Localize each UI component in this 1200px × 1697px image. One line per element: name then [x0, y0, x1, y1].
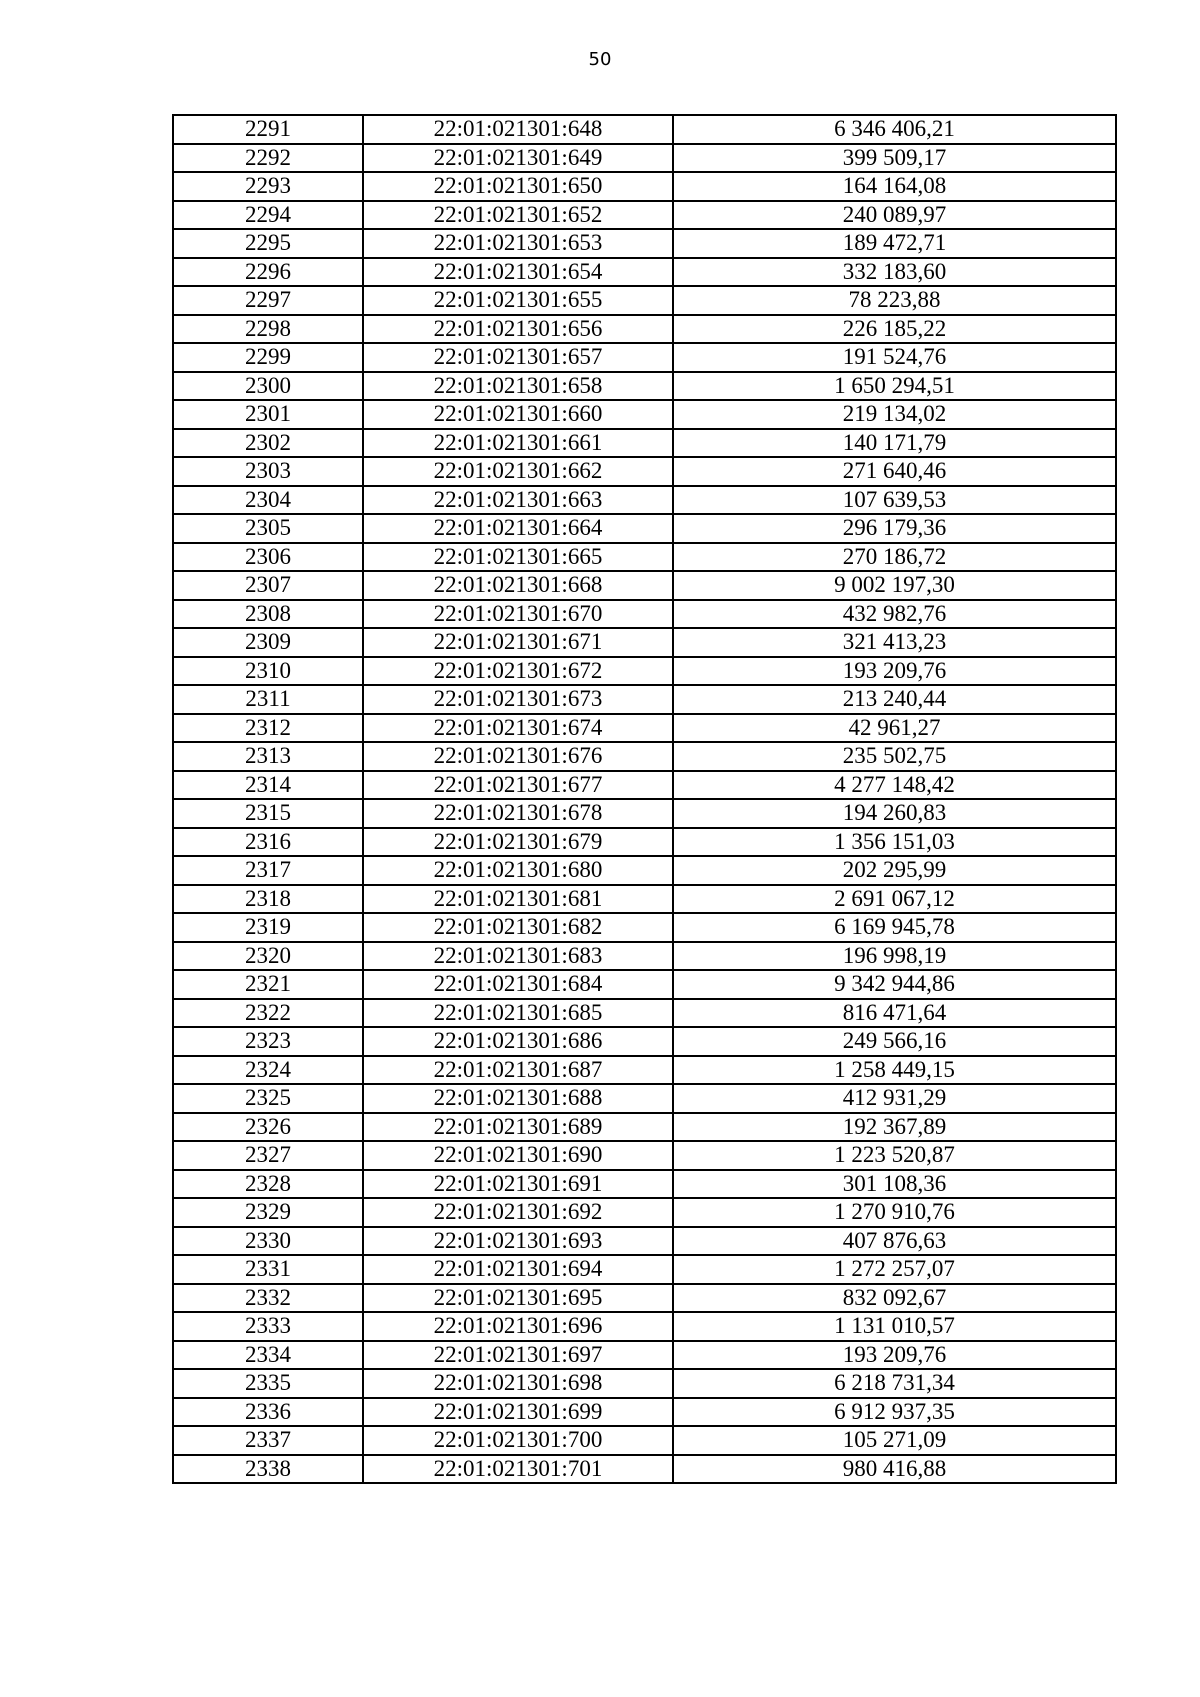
cadastral-number-cell: 22:01:021301:688 — [363, 1084, 673, 1113]
row-number-cell: 2324 — [173, 1056, 363, 1085]
row-number-cell: 2319 — [173, 913, 363, 942]
table-row — [173, 400, 1116, 429]
cadastral-value-cell: 332 183,60 — [673, 258, 1116, 287]
row-number-cell: 2334 — [173, 1341, 363, 1370]
table-body — [173, 115, 1116, 1483]
cadastral-number-cell: 22:01:021301:673 — [363, 685, 673, 714]
cadastral-number-cell: 22:01:021301:682 — [363, 913, 673, 942]
row-number-cell: 2329 — [173, 1198, 363, 1227]
table-row — [173, 1284, 1116, 1313]
row-number-cell: 2311 — [173, 685, 363, 714]
row-number-cell: 2312 — [173, 714, 363, 743]
row-number-cell: 2323 — [173, 1027, 363, 1056]
table-row — [173, 486, 1116, 515]
cadastral-value-cell: 140 171,79 — [673, 429, 1116, 458]
cadastral-value-cell: 412 931,29 — [673, 1084, 1116, 1113]
page-number: 50 — [588, 49, 612, 70]
cadastral-value-cell: 192 367,89 — [673, 1113, 1116, 1142]
cadastral-value-cell: 249 566,16 — [673, 1027, 1116, 1056]
table-row — [173, 970, 1116, 999]
row-number-cell: 2336 — [173, 1398, 363, 1427]
cadastral-number-cell: 22:01:021301:683 — [363, 942, 673, 971]
table-row — [173, 372, 1116, 401]
table-row — [173, 742, 1116, 771]
cadastral-value-cell: 399 509,17 — [673, 144, 1116, 173]
cadastral-number-cell: 22:01:021301:668 — [363, 571, 673, 600]
row-number-cell: 2338 — [173, 1455, 363, 1484]
cadastral-value-cell: 407 876,63 — [673, 1227, 1116, 1256]
table-row — [173, 201, 1116, 230]
cadastral-number-cell: 22:01:021301:697 — [363, 1341, 673, 1370]
cadastral-value-cell: 78 223,88 — [673, 286, 1116, 315]
cadastral-number-cell: 22:01:021301:671 — [363, 628, 673, 657]
table-row — [173, 1141, 1116, 1170]
table-row — [173, 1455, 1116, 1484]
cadastral-value-cell: 1 270 910,76 — [673, 1198, 1116, 1227]
cadastral-value-cell: 1 258 449,15 — [673, 1056, 1116, 1085]
cadastral-value-cell: 4 277 148,42 — [673, 771, 1116, 800]
cadastral-number-cell: 22:01:021301:698 — [363, 1369, 673, 1398]
cadastral-value-cell: 1 223 520,87 — [673, 1141, 1116, 1170]
table-row — [173, 1170, 1116, 1199]
table-row — [173, 543, 1116, 572]
table-row — [173, 315, 1116, 344]
row-number-cell: 2332 — [173, 1284, 363, 1313]
row-number-cell: 2296 — [173, 258, 363, 287]
cadastral-value-cell: 271 640,46 — [673, 457, 1116, 486]
table-row — [173, 771, 1116, 800]
cadastral-number-cell: 22:01:021301:661 — [363, 429, 673, 458]
table-row — [173, 1398, 1116, 1427]
row-number-cell: 2298 — [173, 315, 363, 344]
table-row — [173, 913, 1116, 942]
cadastral-number-cell: 22:01:021301:676 — [363, 742, 673, 771]
cadastral-value-cell: 226 185,22 — [673, 315, 1116, 344]
table-row — [173, 1084, 1116, 1113]
cadastral-number-cell: 22:01:021301:693 — [363, 1227, 673, 1256]
cadastral-value-cell: 219 134,02 — [673, 400, 1116, 429]
cadastral-number-cell: 22:01:021301:648 — [363, 115, 673, 144]
cadastral-value-cell: 1 356 151,03 — [673, 828, 1116, 857]
cadastral-value-cell: 816 471,64 — [673, 999, 1116, 1028]
cadastral-number-cell: 22:01:021301:665 — [363, 543, 673, 572]
table-row — [173, 229, 1116, 258]
table-row — [173, 429, 1116, 458]
cadastral-value-cell: 193 209,76 — [673, 657, 1116, 686]
cadastral-value-cell: 2 691 067,12 — [673, 885, 1116, 914]
cadastral-value-cell: 164 164,08 — [673, 172, 1116, 201]
row-number-cell: 2314 — [173, 771, 363, 800]
cadastral-number-cell: 22:01:021301:687 — [363, 1056, 673, 1085]
cadastral-value-cell: 42 961,27 — [673, 714, 1116, 743]
row-number-cell: 2322 — [173, 999, 363, 1028]
cadastral-number-cell: 22:01:021301:654 — [363, 258, 673, 287]
row-number-cell: 2299 — [173, 343, 363, 372]
cadastral-value-cell: 321 413,23 — [673, 628, 1116, 657]
cadastral-number-cell: 22:01:021301:689 — [363, 1113, 673, 1142]
cadastral-value-cell: 235 502,75 — [673, 742, 1116, 771]
cadastral-number-cell: 22:01:021301:674 — [363, 714, 673, 743]
cadastral-number-cell: 22:01:021301:650 — [363, 172, 673, 201]
row-number-cell: 2326 — [173, 1113, 363, 1142]
table-row — [173, 172, 1116, 201]
cadastral-value-cell: 432 982,76 — [673, 600, 1116, 629]
cadastral-number-cell: 22:01:021301:696 — [363, 1312, 673, 1341]
row-number-cell: 2304 — [173, 486, 363, 515]
cadastral-number-cell: 22:01:021301:695 — [363, 1284, 673, 1313]
row-number-cell: 2316 — [173, 828, 363, 857]
cadastral-value-cell: 240 089,97 — [673, 201, 1116, 230]
cadastral-number-cell: 22:01:021301:652 — [363, 201, 673, 230]
table-row — [173, 1227, 1116, 1256]
row-number-cell: 2307 — [173, 571, 363, 600]
table-row — [173, 1027, 1116, 1056]
cadastral-number-cell: 22:01:021301:685 — [363, 999, 673, 1028]
cadastral-value-cell: 9 002 197,30 — [673, 571, 1116, 600]
row-number-cell: 2297 — [173, 286, 363, 315]
table-row — [173, 457, 1116, 486]
row-number-cell: 2320 — [173, 942, 363, 971]
row-number-cell: 2337 — [173, 1426, 363, 1455]
table-row — [173, 1426, 1116, 1455]
cadastral-value-cell: 832 092,67 — [673, 1284, 1116, 1313]
table-row — [173, 343, 1116, 372]
row-number-cell: 2310 — [173, 657, 363, 686]
table-row — [173, 1312, 1116, 1341]
table-row — [173, 1056, 1116, 1085]
row-number-cell: 2306 — [173, 543, 363, 572]
table-row — [173, 1113, 1116, 1142]
table-row — [173, 600, 1116, 629]
row-number-cell: 2330 — [173, 1227, 363, 1256]
cadastral-number-cell: 22:01:021301:662 — [363, 457, 673, 486]
cadastral-number-cell: 22:01:021301:690 — [363, 1141, 673, 1170]
row-number-cell: 2309 — [173, 628, 363, 657]
cadastral-number-cell: 22:01:021301:679 — [363, 828, 673, 857]
row-number-cell: 2293 — [173, 172, 363, 201]
cadastral-number-cell: 22:01:021301:670 — [363, 600, 673, 629]
cadastral-value-cell: 9 342 944,86 — [673, 970, 1116, 999]
row-number-cell: 2300 — [173, 372, 363, 401]
cadastral-number-cell: 22:01:021301:699 — [363, 1398, 673, 1427]
cadastral-value-cell: 6 346 406,21 — [673, 115, 1116, 144]
row-number-cell: 2308 — [173, 600, 363, 629]
cadastral-number-cell: 22:01:021301:656 — [363, 315, 673, 344]
row-number-cell: 2331 — [173, 1255, 363, 1284]
cadastral-number-cell: 22:01:021301:678 — [363, 799, 673, 828]
row-number-cell: 2302 — [173, 429, 363, 458]
cadastral-value-cell: 6 169 945,78 — [673, 913, 1116, 942]
cadastral-number-cell: 22:01:021301:701 — [363, 1455, 673, 1484]
table-row — [173, 115, 1116, 144]
table-row — [173, 1198, 1116, 1227]
cadastral-number-cell: 22:01:021301:657 — [363, 343, 673, 372]
cadastral-value-cell: 1 131 010,57 — [673, 1312, 1116, 1341]
cadastral-value-cell: 296 179,36 — [673, 514, 1116, 543]
row-number-cell: 2333 — [173, 1312, 363, 1341]
cadastral-number-cell: 22:01:021301:653 — [363, 229, 673, 258]
row-number-cell: 2321 — [173, 970, 363, 999]
row-number-cell: 2303 — [173, 457, 363, 486]
table-row — [173, 799, 1116, 828]
table-row — [173, 144, 1116, 173]
row-number-cell: 2292 — [173, 144, 363, 173]
cadastral-value-table — [172, 114, 1117, 1484]
cadastral-number-cell: 22:01:021301:692 — [363, 1198, 673, 1227]
cadastral-value-cell: 6 912 937,35 — [673, 1398, 1116, 1427]
row-number-cell: 2317 — [173, 856, 363, 885]
table-row — [173, 514, 1116, 543]
cadastral-value-cell: 107 639,53 — [673, 486, 1116, 515]
table-row — [173, 657, 1116, 686]
cadastral-number-cell: 22:01:021301:660 — [363, 400, 673, 429]
table-row — [173, 571, 1116, 600]
table-row — [173, 714, 1116, 743]
row-number-cell: 2327 — [173, 1141, 363, 1170]
cadastral-number-cell: 22:01:021301:700 — [363, 1426, 673, 1455]
row-number-cell: 2313 — [173, 742, 363, 771]
cadastral-value-cell: 191 524,76 — [673, 343, 1116, 372]
cadastral-number-cell: 22:01:021301:691 — [363, 1170, 673, 1199]
cadastral-value-cell: 1 272 257,07 — [673, 1255, 1116, 1284]
cadastral-value-cell: 301 108,36 — [673, 1170, 1116, 1199]
table-row — [173, 1255, 1116, 1284]
row-number-cell: 2325 — [173, 1084, 363, 1113]
table-row — [173, 942, 1116, 971]
row-number-cell: 2294 — [173, 201, 363, 230]
cadastral-value-cell: 189 472,71 — [673, 229, 1116, 258]
row-number-cell: 2305 — [173, 514, 363, 543]
cadastral-number-cell: 22:01:021301:677 — [363, 771, 673, 800]
table-row — [173, 286, 1116, 315]
row-number-cell: 2328 — [173, 1170, 363, 1199]
cadastral-value-cell: 213 240,44 — [673, 685, 1116, 714]
table-row — [173, 258, 1116, 287]
cadastral-number-cell: 22:01:021301:686 — [363, 1027, 673, 1056]
cadastral-value-cell: 196 998,19 — [673, 942, 1116, 971]
cadastral-value-cell: 1 650 294,51 — [673, 372, 1116, 401]
table-row — [173, 828, 1116, 857]
cadastral-number-cell: 22:01:021301:664 — [363, 514, 673, 543]
cadastral-number-cell: 22:01:021301:658 — [363, 372, 673, 401]
table-row — [173, 1369, 1116, 1398]
cadastral-value-cell: 194 260,83 — [673, 799, 1116, 828]
table-row — [173, 1341, 1116, 1370]
cadastral-number-cell: 22:01:021301:694 — [363, 1255, 673, 1284]
table-row — [173, 685, 1116, 714]
cadastral-number-cell: 22:01:021301:655 — [363, 286, 673, 315]
row-number-cell: 2315 — [173, 799, 363, 828]
cadastral-value-cell: 193 209,76 — [673, 1341, 1116, 1370]
row-number-cell: 2301 — [173, 400, 363, 429]
row-number-cell: 2318 — [173, 885, 363, 914]
cadastral-number-cell: 22:01:021301:649 — [363, 144, 673, 173]
cadastral-number-cell: 22:01:021301:684 — [363, 970, 673, 999]
cadastral-value-cell: 105 271,09 — [673, 1426, 1116, 1455]
cadastral-value-cell: 6 218 731,34 — [673, 1369, 1116, 1398]
cadastral-number-cell: 22:01:021301:672 — [363, 657, 673, 686]
table-row — [173, 885, 1116, 914]
table-row — [173, 856, 1116, 885]
cadastral-number-cell: 22:01:021301:681 — [363, 885, 673, 914]
cadastral-value-cell: 270 186,72 — [673, 543, 1116, 572]
cadastral-value-cell: 980 416,88 — [673, 1455, 1116, 1484]
table-row — [173, 999, 1116, 1028]
row-number-cell: 2291 — [173, 115, 363, 144]
row-number-cell: 2335 — [173, 1369, 363, 1398]
table-row — [173, 628, 1116, 657]
cadastral-value-cell: 202 295,99 — [673, 856, 1116, 885]
row-number-cell: 2295 — [173, 229, 363, 258]
cadastral-number-cell: 22:01:021301:663 — [363, 486, 673, 515]
cadastral-number-cell: 22:01:021301:680 — [363, 856, 673, 885]
